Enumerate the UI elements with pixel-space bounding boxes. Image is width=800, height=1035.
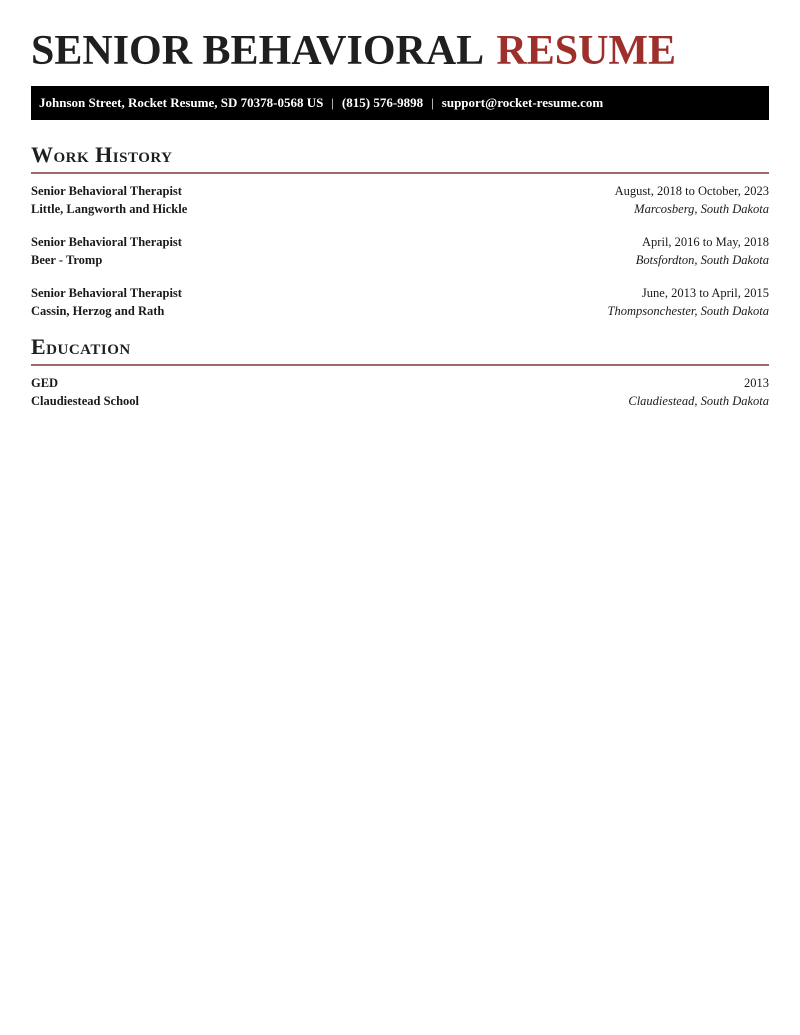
- section-divider: [31, 364, 769, 366]
- contact-separator: |: [431, 95, 434, 110]
- work-history-heading: Work History: [31, 142, 173, 167]
- job-company: Cassin, Herzog and Rath: [31, 303, 165, 318]
- job-title: Senior Behavioral Therapist: [31, 235, 182, 249]
- title-main: SENIOR BEHAVIORAL: [31, 28, 482, 74]
- job-dates: August, 2018 to October, 2023: [614, 184, 769, 198]
- job-location: Thompsonchester, South Dakota: [607, 303, 769, 318]
- resume-title: [31, 28, 769, 74]
- education-degree: GED: [31, 376, 59, 390]
- section-divider: [31, 172, 769, 174]
- job-company: Little, Langworth and Hickle: [31, 201, 188, 216]
- job-title: Senior Behavioral Therapist: [31, 184, 182, 198]
- job-company: Beer - Tromp: [31, 252, 103, 267]
- education-heading: Education: [31, 334, 131, 359]
- contact-phone: (815) 576-9898: [341, 95, 424, 110]
- title-accent: RESUME: [496, 28, 677, 74]
- education-year: 2013: [744, 376, 769, 390]
- job-title: Senior Behavioral Therapist: [31, 286, 182, 300]
- contact-bar: [31, 86, 769, 120]
- job-dates: June, 2013 to April, 2015: [641, 286, 769, 300]
- job-dates: April, 2016 to May, 2018: [642, 235, 769, 249]
- education-school: Claudiestead School: [31, 393, 140, 408]
- education-location: Claudiestead, South Dakota: [628, 393, 769, 408]
- contact-address: Johnson Street, Rocket Resume, SD 70378-0568 US: [39, 95, 324, 110]
- job-location: Marcosberg, South Dakota: [634, 201, 769, 216]
- contact-email: support@rocket-resume.com: [441, 95, 604, 110]
- job-entry: [31, 183, 769, 218]
- education-entry: [31, 375, 769, 410]
- job-entry: [31, 234, 769, 269]
- contact-separator: |: [331, 95, 334, 110]
- job-entry: [31, 285, 769, 320]
- job-location: Botsfordton, South Dakota: [635, 252, 769, 267]
